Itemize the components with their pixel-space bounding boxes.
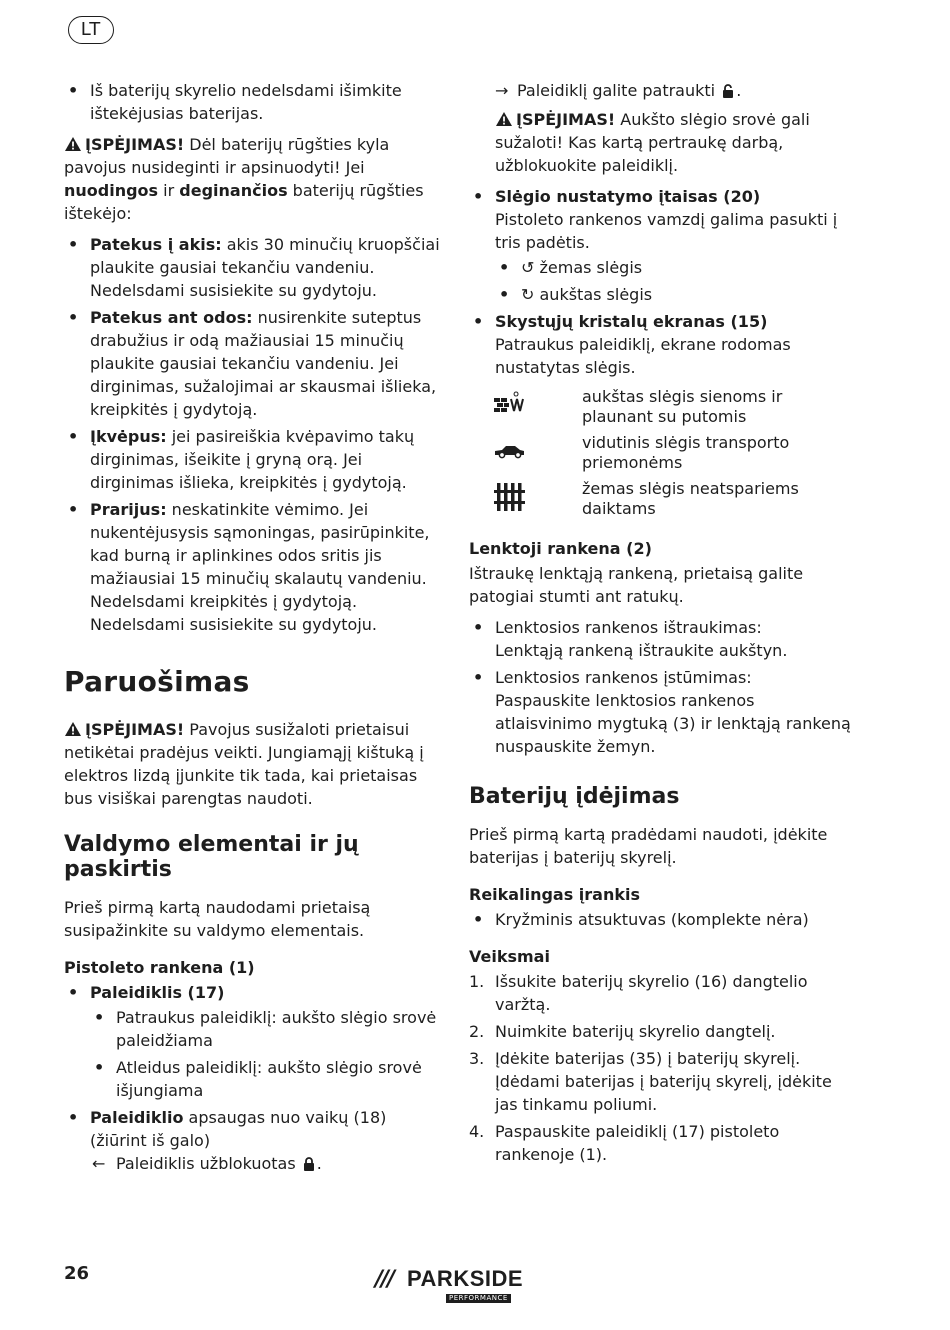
list-item [64,498,444,636]
lock-open-icon [722,84,734,98]
lcd-row-text: aukštas slėgis sienoms ir plaunant su putomis [582,387,783,426]
handle-list [469,616,854,758]
item-title: Patekus ant odos: [90,308,253,327]
sub-list-item: • Atleidus paleidiklį: aukšto slėgio srovė išjungiama [90,1056,444,1102]
rotate-cw-icon: ↻ [521,285,535,304]
body-text: Ištraukę lenktąją rankeną, prietaisą galite patogiai stumti ant ratukų. [469,564,804,606]
warning-paragraph [64,133,444,225]
list-item [64,306,444,421]
item-title: Lenktosios rankenos įstūmimas: [495,668,752,687]
subsection-heading: Baterijų įdėjimas [469,784,680,809]
item-title: Paleidiklio [90,1108,184,1127]
warning-text: baterijų rūgšties ištekėjo: [64,181,424,223]
item-title: Patekus į akis: [90,235,222,254]
lcd-row [493,433,854,473]
lcd-row-text: vidutinis slėgis transporto priemonėms [582,433,790,472]
emphasis: nuodingos [64,181,159,200]
locked-text: Paleidiklis užblokuotas [116,1154,296,1173]
warning-text: Pavojus susižaloti prietaisui netikėtai pradėjus veikti. Jungiamąjį kištuką į elektros lizdą įjunkite tik tada, kai prietaisas bus visiškai parengtas naudoti. [64,720,424,808]
sub-list-item: • Patraukus paleidiklį: aukšto slėgio srovė paleidžiama [90,1006,444,1052]
wall-icon [493,387,527,423]
item-text: nusirenkite suteptus drabužius ir odą mažiausiai 15 minučių plaukite gausiai tekančiu vandeniu. Jei dirginimas, sužalojimai ar skausmai išlieka, kreipkitės į gydytoją. [90,308,437,419]
lcd-row-text: žemas slėgis neatspariems daiktams [582,479,799,518]
warning-text: Dėl baterijų rūgšties kyla pavojus nusideginti ir apsinuodyti! Jei [64,135,390,177]
step-text: Paspauskite paleidiklį (17) pistoleto rankenoje (1). [495,1122,780,1164]
page-number: 26 [64,1263,90,1284]
logo-text: PARKSIDE [407,1266,524,1291]
part-heading: Lenktoji rankena (2) [469,539,652,558]
emphasis: deginančios [179,181,288,200]
list-item [469,666,854,758]
brand-logo [375,1265,527,1305]
bullet-list [64,79,444,125]
controls-list [469,185,854,379]
list-item [469,616,854,662]
first-aid-list [64,233,444,636]
language-badge: LT [68,16,114,44]
item-title: Paleidiklis (17) [90,983,225,1002]
item-title: Įkvėpus: [90,427,167,446]
item-text: Paspauskite lenktosios rankenos atlaisvinimo mygtuką (3) ir lenktąją rankeną nuspauskite žemyn. [495,691,851,756]
subsection-heading: Valdymo elementai ir jų paskirtis [64,832,359,882]
section-heading: Paruošimas [64,665,250,698]
tool-list [469,908,854,931]
sub-list [495,256,854,306]
item-title: Skystųjų kristalų ekranas (15) [495,312,768,331]
step-text: Nuimkite baterijų skyrelio dangtelį. [495,1022,776,1041]
item-text: akis 30 minučių kruopščiai plaukite gausiai tekančiu vandeniu. Nedelsdami susisiekite su gydytoju. [90,235,440,300]
part-heading: Reikalingas įrankis [469,885,641,904]
arrow-left-icon: ← [92,1154,106,1173]
arrow-right-icon: → [495,81,509,100]
item-text: apsaugas nuo vaikų (18) (žiūrint iš galo) [90,1108,387,1150]
part-heading: Veiksmai [469,947,550,966]
unlocked-text: Paleidiklį galite patraukti [517,81,716,100]
lcd-row [493,479,854,519]
high-pressure-text: aukštas slėgis [539,285,653,304]
warning-label: ĮSPĖJIMAS! [516,110,616,129]
step-number: 2. [469,1022,485,1041]
arrow-line [469,79,854,102]
warning-paragraph [64,718,444,810]
intro-text: Prieš pirmą kartą naudodami prietaisą susipažinkite su valdymo elementais. [64,898,371,940]
low-pressure-text: žemas slėgis [539,258,643,277]
fence-icon [493,479,527,515]
step-item [469,1020,854,1043]
list-item [64,981,444,1102]
item-text: Patraukus paleidiklį, ekrane rodomas nustatytas slėgis. [495,335,791,377]
step-text: Įdėkite baterijas (35) į baterijų skyrelį. Įdėdami baterijas į baterijų skyrelį, įdėkite jas tinkamu poliumi. [495,1049,832,1114]
logo-bars: /// [375,1267,394,1292]
list-item: • Iš baterijų skyrelio nedelsdami išimkite ištekėjusias baterijas. [64,79,444,125]
item-title: Slėgio nustatymo įtaisas (20) [495,187,761,206]
item-title: Lenktosios rankenos ištraukimas: [495,618,762,637]
list-item [64,233,444,302]
sub-list-item [495,256,854,279]
list-item [469,310,854,379]
list-item [64,425,444,494]
list-item: • Kryžminis atsuktuvas (komplekte nėra) [469,908,854,931]
period: . [316,1154,322,1173]
step-item [469,1047,854,1116]
step-number: 3. [469,1049,485,1068]
warning-label: ĮSPĖJIMAS! [85,720,185,739]
item-text: neskatinkite vėmimo. Jei nukentėjusysis sąmoningas, pasirūpinkite, kad burną ir aplinkines odos sritis jis mažiausiai 15 minučių skalautų vandeniu. Nedelsdami kreipkitės į gydytoją. Nedelsdami susisiekite su gydytoju. [90,500,430,634]
warning-triangle-icon [64,721,82,737]
part-heading: Pistoleto rankena (1) [64,958,255,977]
lcd-legend [469,387,854,519]
warning-label: ĮSPĖJIMAS! [85,135,185,154]
item-text: jei pasireiškia kvėpavimo takų dirginimas, išeikite į gryną orą. Jei dirginimas išlieka, kreipkitės į gydytoją. [90,427,415,492]
step-number: 1. [469,972,485,991]
right-column [469,79,854,1174]
warning-triangle-icon [64,136,82,152]
step-number: 4. [469,1122,485,1141]
warning-text: ir [158,181,180,200]
period: . [736,81,742,100]
step-text: Išsukite baterijų skyrelio (16) dangtelio varžtą. [495,972,808,1014]
list-item [469,185,854,306]
item-text: Lenktąją rankeną ištraukite aukštyn. [495,641,788,660]
step-item [469,1120,854,1166]
lcd-row [493,387,854,427]
warning-triangle-icon [495,111,513,127]
arrow-line [90,1152,444,1175]
left-column [64,79,444,1183]
logo-subtext: PERFORMANCE [446,1294,511,1303]
item-text: Pistoleto rankenos vamzdį galima pasukti į tris padėtis. [495,210,838,252]
warning-paragraph [469,108,854,177]
lock-closed-icon [303,1157,315,1171]
sub-list-item [495,283,854,306]
sub-list [90,1006,444,1102]
intro-text: Prieš pirmą kartą pradėdami naudoti, įdėkite baterijas į baterijų skyrelį. [469,825,828,867]
item-title: Prarijus: [90,500,167,519]
step-item [469,970,854,1016]
rotate-ccw-icon: ↺ [521,258,535,277]
car-icon [493,433,527,469]
warning-text: Aukšto slėgio srovė gali sužaloti! Kas kartą pertraukę darbą, užblokuokite paleidiklį. [495,110,810,175]
controls-list [64,981,444,1175]
steps-list [469,970,854,1166]
list-item [64,1106,444,1175]
